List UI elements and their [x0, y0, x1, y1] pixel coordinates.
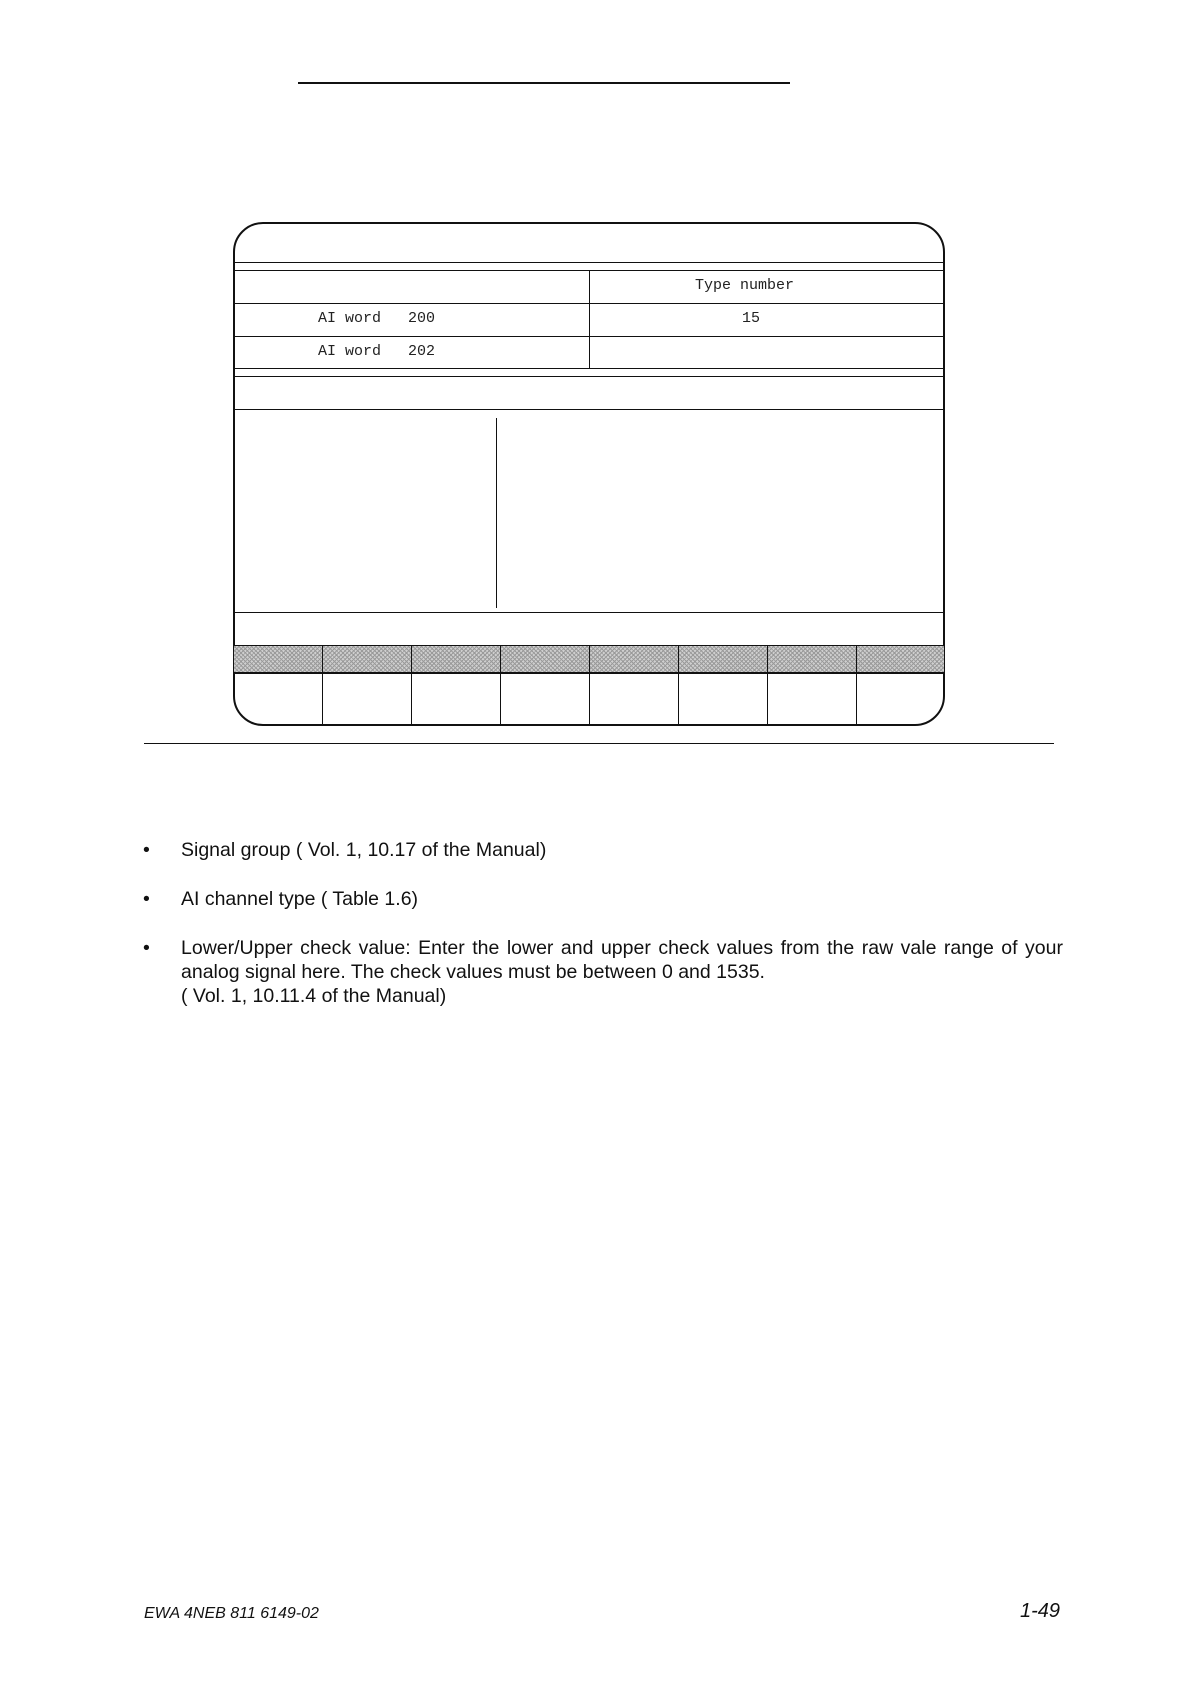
section-divider — [233, 612, 945, 613]
row-divider — [233, 368, 945, 369]
list-item: • Signal group ( Vol. 1, 10.17 of the Manual) — [143, 839, 547, 861]
ai-word-202-label: AI word 202 — [318, 343, 436, 360]
function-key-separator — [678, 645, 679, 725]
page-number: 1-49 — [1019, 1600, 1060, 1622]
ai-word-200-label: AI word 200 — [318, 310, 436, 327]
list-item: • AI channel type ( Table 1.6) — [143, 888, 419, 910]
function-key-separator — [500, 645, 501, 725]
function-key-separator — [411, 645, 412, 725]
ai-word-200-type-number: 15 — [742, 310, 761, 327]
function-key-separator — [767, 645, 768, 725]
header-rule — [298, 82, 790, 84]
function-key-separator — [589, 645, 590, 725]
function-key-separator — [322, 645, 323, 725]
row-divider-double — [233, 376, 945, 377]
manual-reference: ( Vol. 1, 10.11.4 of the Manual) — [181, 985, 447, 1007]
title-divider — [233, 262, 945, 263]
list-item: • Lower/Upper check value: Enter the lower and upper check values from the raw vale range of your analog signal here. The check values must be between 0 and 1535. ( Vol. 1, 10.11.4 of the Manual) — [143, 937, 1063, 1007]
bullet-list — [138, 838, 1063, 1033]
function-key-separator — [856, 645, 857, 725]
figure-rule — [144, 743, 1054, 744]
document-number: EWA 4NEB 811 6149-02 — [144, 1605, 319, 1622]
panel-divider — [496, 418, 497, 608]
column-divider — [589, 270, 590, 368]
type-number-header: Type number — [695, 277, 795, 294]
section-divider — [233, 409, 945, 410]
